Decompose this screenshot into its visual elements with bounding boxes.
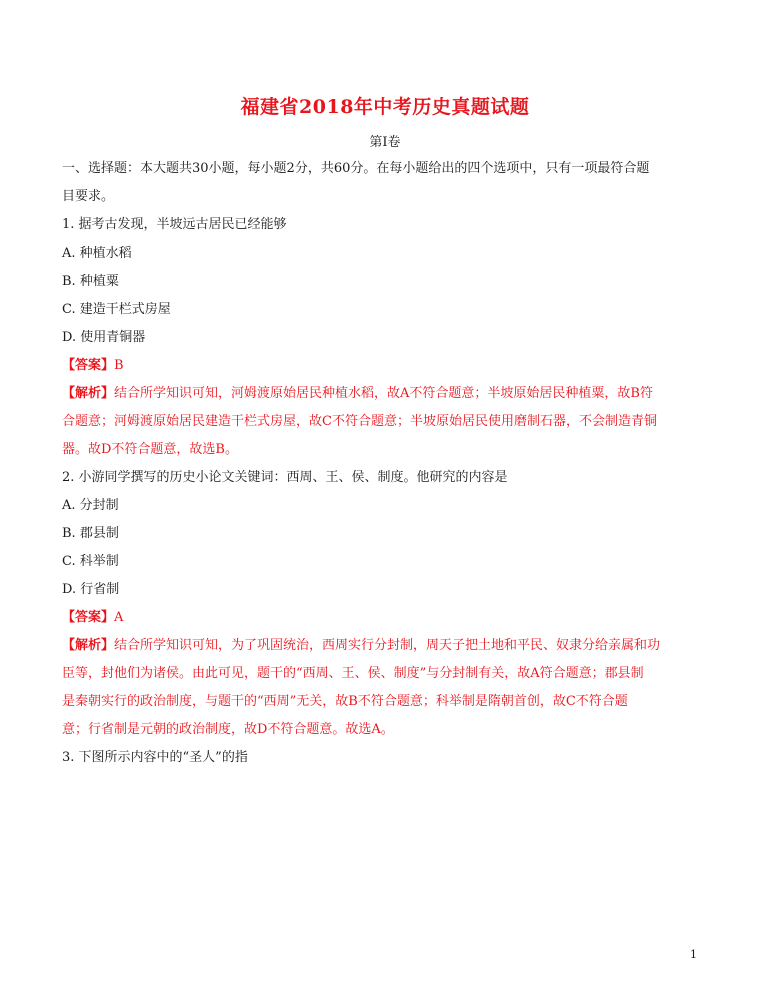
- answer-label: 【答案】: [62, 610, 115, 625]
- question-2-analysis-line: 是秦朝实行的政治制度，与题干的“西周”无关，故B不符合题意；科举制是隋朝首创，故C不符合题: [62, 694, 628, 709]
- analysis-text: 结合所学知识可知，为了巩固统治，西周实行分封制，周天子把土地和平民、奴隶分给亲属和功: [114, 638, 661, 653]
- question-2-stem: 2. 小游同学撰写的历史小论文关键词：西周、王、侯、制度。他研究的内容是: [62, 470, 508, 485]
- document-title: 福建省2018年中考历史真题试题: [240, 96, 530, 118]
- question-2-analysis-line: 臣等，封他们为诸侯。由此可见，题干的“西周、王、侯、制度”与分封制有关，故A符合题意；郡县制: [62, 666, 644, 681]
- answer-value: B: [114, 358, 124, 373]
- section-intro-line: 目要求。: [62, 189, 115, 204]
- answer-label: 【答案】: [62, 358, 115, 373]
- question-1-analysis-line: 器。故D不符合题意，故选B。: [62, 442, 238, 457]
- section-intro-line: 一、选择题：本大题共30小题，每小题2分，共60分。在每小题给出的四个选项中，只有一项最符合题: [62, 161, 650, 176]
- question-2-option-a: A. 分封制: [62, 498, 119, 513]
- question-2-analysis-line: [62, 632, 708, 660]
- question-1-option-c: C. 建造干栏式房屋: [62, 302, 171, 317]
- question-3-stem: 3. 下图所示内容中的“圣人”的指: [62, 750, 248, 765]
- question-2-option-c: C. 科举制: [62, 554, 119, 569]
- question-2-option-b: B. 郡县制: [62, 526, 119, 541]
- question-1-analysis-line: [62, 380, 708, 408]
- volume-label: 第Ⅰ卷: [369, 135, 401, 150]
- analysis-label: 【解析】: [62, 386, 115, 401]
- question-1-analysis-line: 合题意；河姆渡原始居民建造干栏式房屋，故C不符合题意；半坡原始居民使用磨制石器，不会制造青铜: [62, 414, 657, 429]
- question-1-option-a: A. 种植水稻: [62, 246, 132, 261]
- question-2-option-d: D. 行省制: [62, 582, 120, 597]
- question-1-option-b: B. 种植粟: [62, 274, 119, 289]
- page-number: 1: [690, 948, 697, 961]
- answer-value: A: [114, 610, 124, 625]
- question-2-answer: [62, 604, 708, 632]
- question-1-option-d: D. 使用青铜器: [62, 330, 146, 345]
- analysis-label: 【解析】: [62, 638, 115, 653]
- question-1-stem: 1. 据考古发现，半坡远古居民已经能够: [62, 217, 287, 232]
- question-1-answer: [62, 352, 708, 380]
- analysis-text: 结合所学知识可知，河姆渡原始居民种植水稻，故A不符合题意；半坡原始居民种植粟，故B符: [114, 386, 653, 401]
- question-2-analysis-line: 意；行省制是元朝的政治制度，故D不符合题意。故选A。: [62, 722, 394, 737]
